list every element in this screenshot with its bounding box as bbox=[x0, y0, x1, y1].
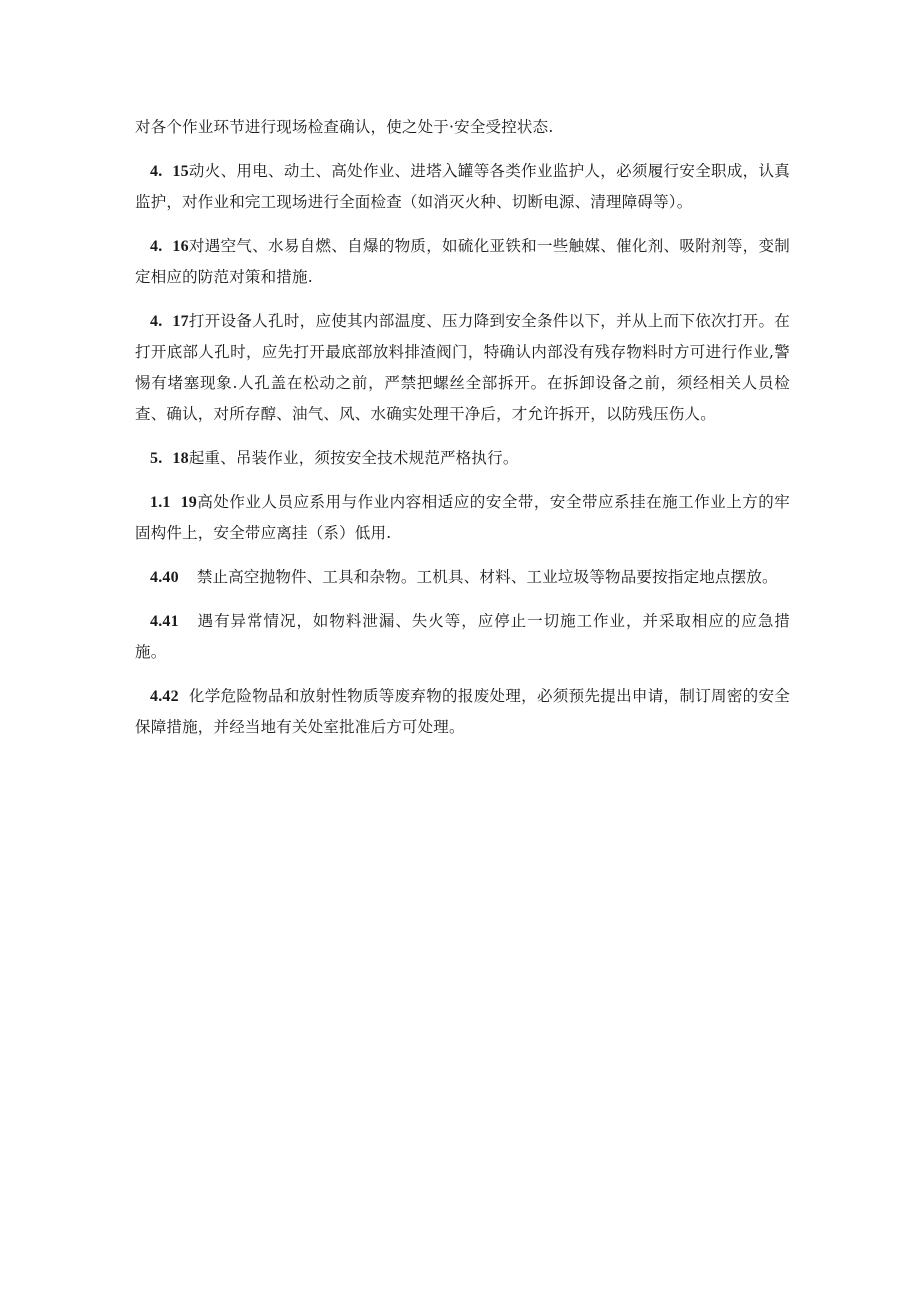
clause-4-42 bbox=[135, 681, 790, 743]
clause-subnumber: 18 bbox=[172, 450, 189, 467]
clause-text: 化学危险物品和放射性物质等废弃物的报废处理，必须预先提出申请，制订周密的安全保障措施，并经当地有关处室批准后方可处理。 bbox=[135, 687, 790, 736]
clause-number: 4. bbox=[150, 313, 163, 330]
paragraph-text: 对各个作业环节进行现场检查确认，使之处于·安全受控状态. bbox=[135, 118, 554, 136]
clause-1-1-19 bbox=[135, 487, 790, 549]
clause-number: 5. bbox=[150, 450, 163, 467]
clause-subnumber: 17 bbox=[172, 313, 189, 330]
clause-4-17 bbox=[135, 306, 790, 430]
clause-subnumber: 19 bbox=[180, 494, 198, 511]
clause-text: 打开设备人孔时，应使其内部温度、压力降到安全条件以下，并从上而下依次打开。在打开底部人孔时，应先打开最底部放料排渣阀门，特确认内部没有残存物料时方可进行作业,警惕有堵塞现象.人孔盖在松动之前，严禁把螺丝全部拆开。在拆卸设备之前，须经相关人员检查、确认，对所存醇、油气、风、水确实处理干净后，才允许拆开，以防残压伤人。 bbox=[135, 312, 790, 423]
clause-number: 4.42 bbox=[150, 688, 179, 705]
clause-4-15 bbox=[135, 156, 790, 218]
clause-text: 起重、吊装作业，须按安全技术规范严格执行。 bbox=[188, 449, 519, 467]
clause-number: 4.40 bbox=[150, 569, 179, 586]
document-page bbox=[135, 112, 790, 756]
clause-number: 4. bbox=[150, 238, 163, 255]
clause-4-16 bbox=[135, 231, 790, 293]
clause-5-18 bbox=[135, 443, 790, 474]
clause-4-41 bbox=[135, 606, 790, 668]
clause-subnumber: 15 bbox=[172, 163, 189, 180]
clause-text: 遇有异常情况，如物料泄漏、失火等，应停止一切施工作业，并采取相应的应急措施。 bbox=[135, 612, 790, 661]
clause-number: 1.1 bbox=[150, 494, 171, 511]
clause-text: 动火、用电、动土、高处作业、进塔入罐等各类作业监护人，必须履行安全职成，认真监护，对作业和完工现场进行全面检查（如消灭火种、切断电源、清理障碍等）。 bbox=[135, 162, 790, 211]
clause-text: 对遇空气、水易自燃、自爆的物质，如硫化亚铁和一些触媒、催化剂、吸附剂等，变制定相应的防范对策和措施. bbox=[135, 237, 790, 286]
clause-number: 4.41 bbox=[150, 613, 179, 630]
clause-number: 4. bbox=[150, 163, 163, 180]
clause-subnumber: 16 bbox=[172, 238, 189, 255]
paragraph-continuation bbox=[135, 112, 790, 143]
clause-4-40 bbox=[135, 562, 790, 593]
clause-text: 禁止高空抛物件、工具和杂物。工机具、材料、工业垃圾等物品要按指定地点摆放。 bbox=[196, 568, 778, 586]
clause-text: 高处作业人员应系用与作业内容相适应的安全带，安全带应系挂在施工作业上方的牢固构件上，安全带应离挂（系）低用. bbox=[135, 493, 790, 542]
